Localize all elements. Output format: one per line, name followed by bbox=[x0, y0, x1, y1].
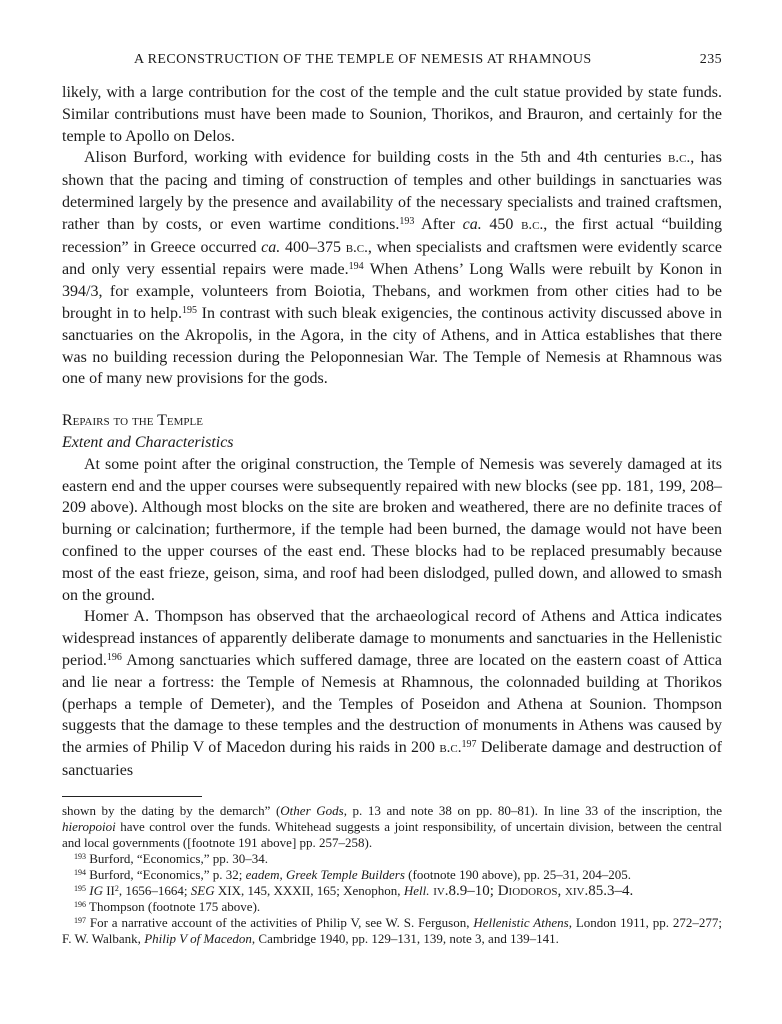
text-run: , the first actual “building recession” in Greece occurred bbox=[62, 215, 723, 256]
text-run: shown by the dating by the demarch” ( bbox=[62, 802, 281, 818]
paragraph-4 bbox=[62, 606, 722, 781]
page-number: 235 bbox=[699, 52, 722, 67]
running-head bbox=[62, 52, 722, 68]
footnote-194 bbox=[62, 867, 722, 883]
cited-title: Philip V of Macedon bbox=[144, 930, 252, 946]
paragraph-1-text: likely, with a large contribution for the cost of the temple and the cult statue provided by state funds. Similar contributions must have been made to Sounion, Thorikos, and Brauron, and certainly for the temple to Apollo on Delos. bbox=[62, 84, 722, 145]
footnote-number: 197 bbox=[74, 915, 86, 925]
era-abbrev: b.c. bbox=[668, 150, 691, 167]
text-run: After bbox=[414, 215, 463, 233]
era-abbrev: b.c. bbox=[345, 239, 368, 256]
paragraph-1 bbox=[62, 82, 722, 147]
section-heading: Repairs to the Temple bbox=[62, 412, 203, 430]
text-run: Homer A. Thompson has observed that the archaeological record of Athens and Attica indicates widespread instances of apparently deliberate damage to monuments and sanctuaries in the Hellenistic period. bbox=[62, 608, 722, 669]
circa-abbrev: ca. bbox=[462, 215, 482, 233]
text-run: , p. 13 and note 38 on pp. 80–81). In line 33 of the inscription, the bbox=[343, 802, 722, 818]
cited-title: Hell. bbox=[403, 882, 430, 898]
text-run: 450 bbox=[481, 215, 522, 233]
footnote-ref-193[interactable]: 193 bbox=[399, 215, 415, 227]
section-subheading: Extent and Characteristics bbox=[62, 433, 234, 451]
text-run: Burford, “Economics,” pp. 30–34. bbox=[86, 850, 268, 866]
footnote-number: 196 bbox=[74, 899, 86, 909]
text-run: Thompson (footnote 175 above). bbox=[86, 898, 261, 914]
paragraph-3 bbox=[62, 454, 722, 607]
text-run: (footnote 190 above), pp. 25–31, 204–205. bbox=[404, 866, 631, 882]
footnote-ref-197[interactable]: 197 bbox=[461, 739, 477, 751]
text-run: XIX, 145, XXXII, 165; Xenophon, bbox=[214, 882, 404, 898]
text-run: iv.8.9–10; Diodoros, xiv.85.3–4. bbox=[429, 882, 634, 899]
text-run: Alison Burford, working with evidence for building costs in the 5th and 4th centuries bbox=[84, 149, 669, 167]
footnote-number: 193 bbox=[74, 851, 86, 861]
text-run: , has shown that the pacing and timing of construction of temples and other buildings in sanctuaries was determined largely by the presence and availability of the necessary specialists and trained craftsmen, rather than by costs, or even wartime conditions. bbox=[62, 149, 722, 233]
text-run: When Athens’ Long Walls were rebuilt by Konon in 394/3, for example, volunteers from Boiotia, Thebans, and workmen from other cities had to be brought in to help. bbox=[62, 261, 723, 322]
cited-title: IG bbox=[89, 882, 103, 898]
footnote-ref-194[interactable]: 194 bbox=[348, 261, 364, 273]
text-run: have control over the funds. Whitehead suggests a joint responsibility, of uncertain division, between the central and local governments ([footnote 191 above] pp. 257–258). bbox=[62, 818, 722, 850]
footnote-continuation bbox=[62, 803, 722, 851]
page bbox=[62, 52, 722, 947]
paragraph-2 bbox=[62, 147, 722, 390]
footnote-ref-196[interactable]: 196 bbox=[106, 651, 122, 663]
era-abbrev: b.c. bbox=[521, 216, 544, 233]
text-run: II bbox=[102, 882, 115, 898]
footnote-number: 195 bbox=[74, 883, 86, 893]
footnote-193 bbox=[62, 851, 722, 867]
text-run: For a narrative account of the activities of Philip V, see W. S. Ferguson, bbox=[86, 914, 474, 930]
text-run: , London 1911, pp. 272–277; F. W. Walbank, bbox=[62, 914, 723, 946]
text-run: Among sanctuaries which suffered damage, three are located on the eastern coast of Attica and lie near a fortress: the Temple of Nemesis at Rhamnous, the colonnaded building at Thorikos (perhaps a temple of Demeter), and the Temples of Poseidon and Athena at Sounion. Thompson suggests that the damage to these temples and the destruction of monuments in Athens was caused by the armies of Philip V of Macedon during his raids in 200 bbox=[62, 651, 722, 757]
cited-title: Hellenistic Athens bbox=[473, 914, 569, 930]
footnote-ref-195[interactable]: 195 bbox=[182, 304, 198, 316]
running-title: A RECONSTRUCTION OF THE TEMPLE OF NEMESIS AT RHAMNOUS bbox=[134, 52, 592, 67]
footnote-195 bbox=[62, 883, 722, 899]
era-abbrev: b.c. bbox=[439, 740, 462, 757]
text-run: , 1656–1664; bbox=[118, 882, 191, 898]
paragraph-3-text: At some point after the original construction, the Temple of Nemesis was severely damaged at its eastern end and the upper courses were subsequently repaired with new blocks (see pp. 181, 199, 208–209 above). Although most blocks on the site are broken and weathered, there are no definite traces of burning or calcination; furthermore, if the temple had been burned, the damage would not have been confined to the upper courses of the east end. These blocks had to be replaced presumably because most of the east frieze, geison, sima, and roof had been dislodged, pulled down, and allowed to smash on the ground. bbox=[62, 455, 722, 604]
text-run: 400–375 bbox=[280, 238, 346, 256]
footnote-divider bbox=[62, 796, 202, 797]
footnotes bbox=[62, 803, 722, 947]
text-run: Burford, “Economics,” p. 32; bbox=[86, 866, 246, 882]
footnote-196 bbox=[62, 899, 722, 915]
footnote-number: 194 bbox=[74, 867, 86, 877]
italic-term: hieropoioi bbox=[62, 818, 116, 834]
body-text bbox=[62, 82, 722, 782]
text-run: , Cambridge 1940, pp. 129–131, 139, note 3, and 139–141. bbox=[251, 930, 559, 946]
circa-abbrev: ca. bbox=[261, 238, 281, 256]
text-run: , when specialists and craftsmen were evidently scarce and only very essential repairs were made. bbox=[62, 238, 723, 279]
text-run: In contrast with such bleak exigencies, the continous activity discussed above in sanctuaries on the Akropolis, in the Agora, in the city of Athens, and in Attica establishes that there was no building recession during the Peloponnesian War. The Temple of Nemesis at Rhamnous was one of many new provisions for the gods. bbox=[62, 304, 722, 388]
cited-title: SEG bbox=[190, 882, 215, 898]
text-run: Deliberate damage and destruction of sanctuaries bbox=[62, 739, 722, 779]
footnote-197 bbox=[62, 915, 722, 947]
edition-superscript: 2 bbox=[114, 883, 119, 893]
cited-title: Other Gods bbox=[280, 802, 344, 818]
cited-title: eadem, Greek Temple Builders bbox=[245, 866, 405, 882]
